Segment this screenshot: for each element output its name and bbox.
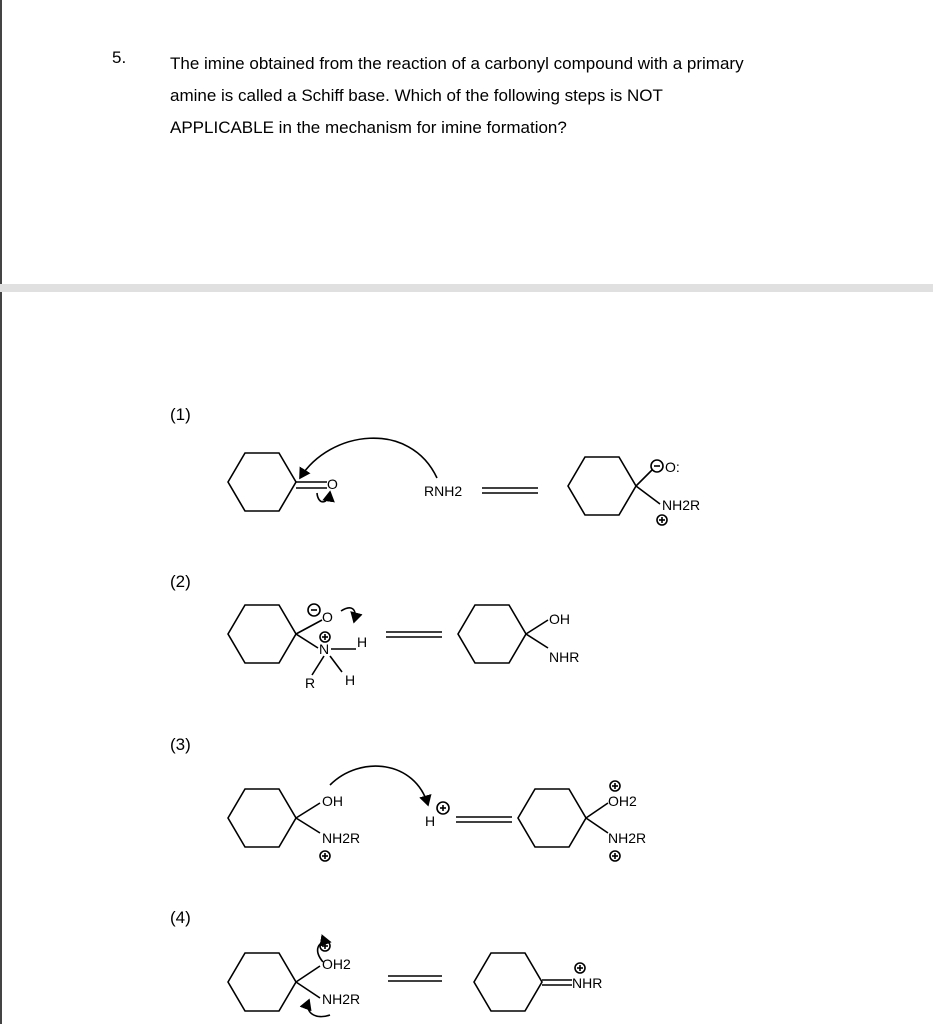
cyclohexane-ring [228,789,296,847]
oxonium-label: OH2 [608,793,637,809]
option-label-2: (2) [170,572,191,591]
option-label-1: (1) [170,405,191,424]
cyclohexane-ring [458,605,526,663]
alkoxide-label: O: [665,459,680,475]
carbonyl-oxygen-label: O [327,476,338,492]
bond [296,634,318,648]
hydrogen-label: H [345,672,356,688]
proton-label: H [425,813,436,829]
cyclohexane-ring [518,789,586,847]
bond [296,818,320,833]
hydroxyl-label: OH [549,611,570,627]
bond [296,982,320,998]
option-label-3: (3) [170,735,191,754]
curved-arrow [341,608,355,622]
bond [586,818,608,833]
ammonium-label: NH2R [322,830,361,846]
bond [296,966,320,982]
nitrogen-label: N [319,641,330,657]
bond [586,803,608,818]
hydrogen-label: H [357,634,368,650]
question-number: 5. [112,48,127,67]
ammonium-label: NH2R [662,497,701,513]
ammonium-label: NH2R [608,830,647,846]
iminium-label: NHR [572,975,603,991]
curved-arrow [330,766,428,805]
r-group-label: R [305,675,316,691]
cyclohexane-ring [474,953,542,1011]
bond [296,803,320,818]
oxonium-label: OH2 [322,956,351,972]
bond [330,656,342,672]
curved-arrow [317,492,330,502]
bond [296,620,322,634]
cyclohexane-ring [228,953,296,1011]
bond [526,634,548,648]
bond [636,470,652,486]
question-line: The imine obtained from the reaction of a carbonyl compound with a primary [170,54,744,73]
curved-arrow [300,438,437,478]
bond [526,620,548,634]
option-label-4: (4) [170,908,191,927]
cyclohexane-ring [228,453,296,511]
cyclohexane-ring [228,605,296,663]
hydroxyl-label: OH [322,793,343,809]
alkoxide-label: O [322,609,333,625]
bond [636,486,660,504]
question-line: APPLICABLE in the mechanism for imine formation? [170,118,567,137]
amine-label: NHR [549,649,580,665]
bond [312,656,324,675]
cyclohexane-ring [568,457,636,515]
question-line: amine is called a Schiff base. Which of the following steps is NOT [170,86,663,105]
reagent-label: RNH2 [424,483,463,499]
ammonium-label: NH2R [322,991,361,1007]
